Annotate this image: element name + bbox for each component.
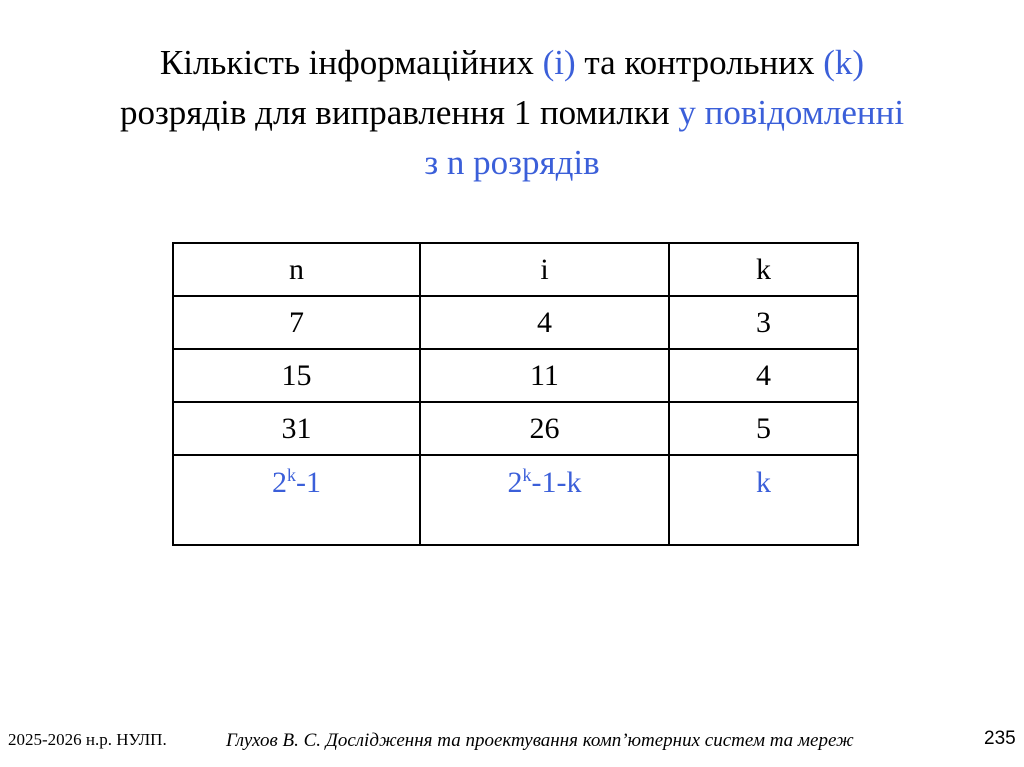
formula-n-base: 2 [272, 466, 287, 499]
cell-i: 11 [420, 349, 669, 402]
footer-course: Глухов В. С. Дослідження та проектування комп’ютерних систем та мереж [226, 730, 854, 751]
table-row [173, 349, 858, 402]
cell-k: 3 [669, 296, 858, 349]
header-i: i [420, 243, 669, 296]
formula-i-rest: -1-k [531, 466, 582, 499]
cell-n: 15 [173, 349, 420, 402]
formula-n-rest: -1 [296, 466, 321, 499]
title-k-label: (k) [823, 43, 865, 82]
cell-i: 26 [420, 402, 669, 455]
title-line1-text-a: Кількість інформаційних [159, 43, 543, 82]
title-line2-text: розрядів для виправлення 1 помилки [119, 93, 679, 132]
title-line3-blue: з n розрядів [424, 143, 600, 182]
table-row [173, 402, 858, 455]
formula-i [420, 455, 669, 545]
formula-i-base: 2 [507, 466, 523, 499]
cell-n: 31 [173, 402, 420, 455]
footer-year: 2025-2026 н.р. НУЛП. [8, 730, 167, 749]
cell-k: 4 [669, 349, 858, 402]
formula-row [173, 455, 858, 545]
page-number: 235 [984, 728, 1016, 749]
cell-n: 7 [173, 296, 420, 349]
parity-bits-table [172, 242, 859, 546]
formula-i-exponent: k [522, 465, 532, 485]
title-line1-text-b: та контрольних [575, 43, 824, 82]
title-line2-blue: у повідомленні [678, 93, 905, 132]
cell-i: 4 [420, 296, 669, 349]
table-header-row [173, 243, 858, 296]
title-i-label: (i) [542, 43, 576, 82]
formula-n-exponent: k [287, 465, 296, 485]
table-row [173, 296, 858, 349]
header-k: k [669, 243, 858, 296]
formula-k: k [669, 455, 858, 545]
slide-title [40, 38, 984, 188]
cell-k: 5 [669, 402, 858, 455]
formula-n [173, 455, 420, 545]
header-n: n [173, 243, 420, 296]
